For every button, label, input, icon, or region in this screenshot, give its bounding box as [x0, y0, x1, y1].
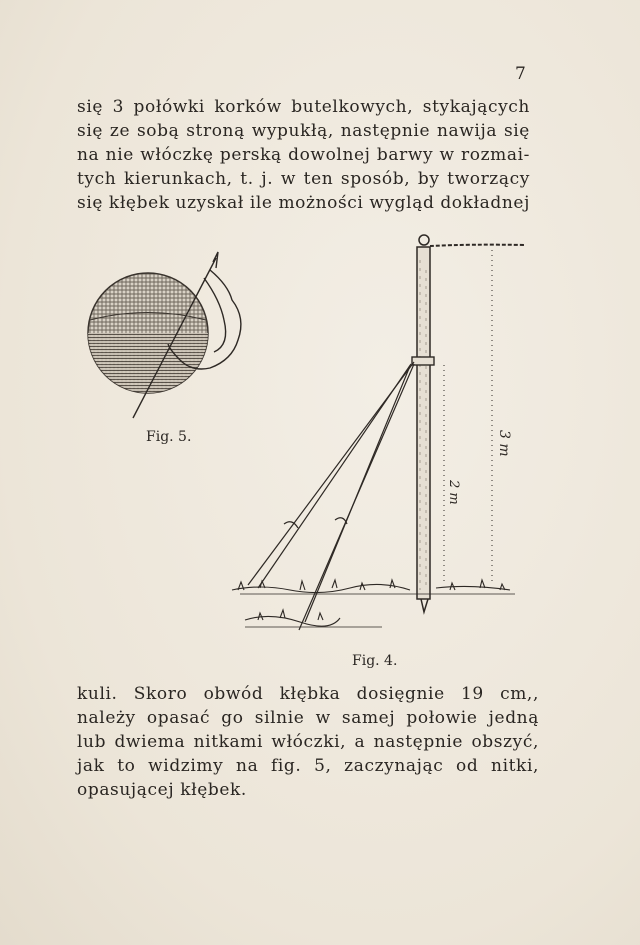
page-number: 7 [515, 64, 526, 84]
top-chain [430, 245, 525, 246]
guy-strings [248, 362, 414, 630]
fig5-caption: Fig. 5. [146, 429, 192, 445]
label-2m: 2 m [446, 480, 461, 505]
label-3m: 3 m [496, 430, 512, 457]
ground [232, 580, 515, 627]
text-line: na nie włóczkę perską dowolnej barwy w rozmai- [77, 145, 530, 165]
text-line: się ze sobą stroną wypukłą, następnie nawija się [77, 121, 530, 141]
text-line: się kłębek uzyskał ile możności wygląd dokładnej [77, 193, 530, 213]
pole [417, 235, 430, 612]
text-line: jak to widzimy na fig. 5, zaczynając od nitki, [77, 756, 539, 776]
text-line: kuli. Skoro obwód kłębka dosięgnie 19 cm,, [77, 684, 539, 704]
text-line: tych kierunkach, t. j. w ten sposób, by tworzący [77, 169, 530, 189]
text-line: należy opasać go silnie w samej połowie jedną [77, 708, 539, 728]
text-line: opasującej kłębek. [77, 780, 247, 800]
fig4-caption: Fig. 4. [352, 653, 398, 669]
text-line: się 3 połówki korków butelkowych, stykających [77, 97, 530, 117]
text-line: lub dwiema nitkami włóczki, a następnie obszyć, [77, 732, 539, 752]
